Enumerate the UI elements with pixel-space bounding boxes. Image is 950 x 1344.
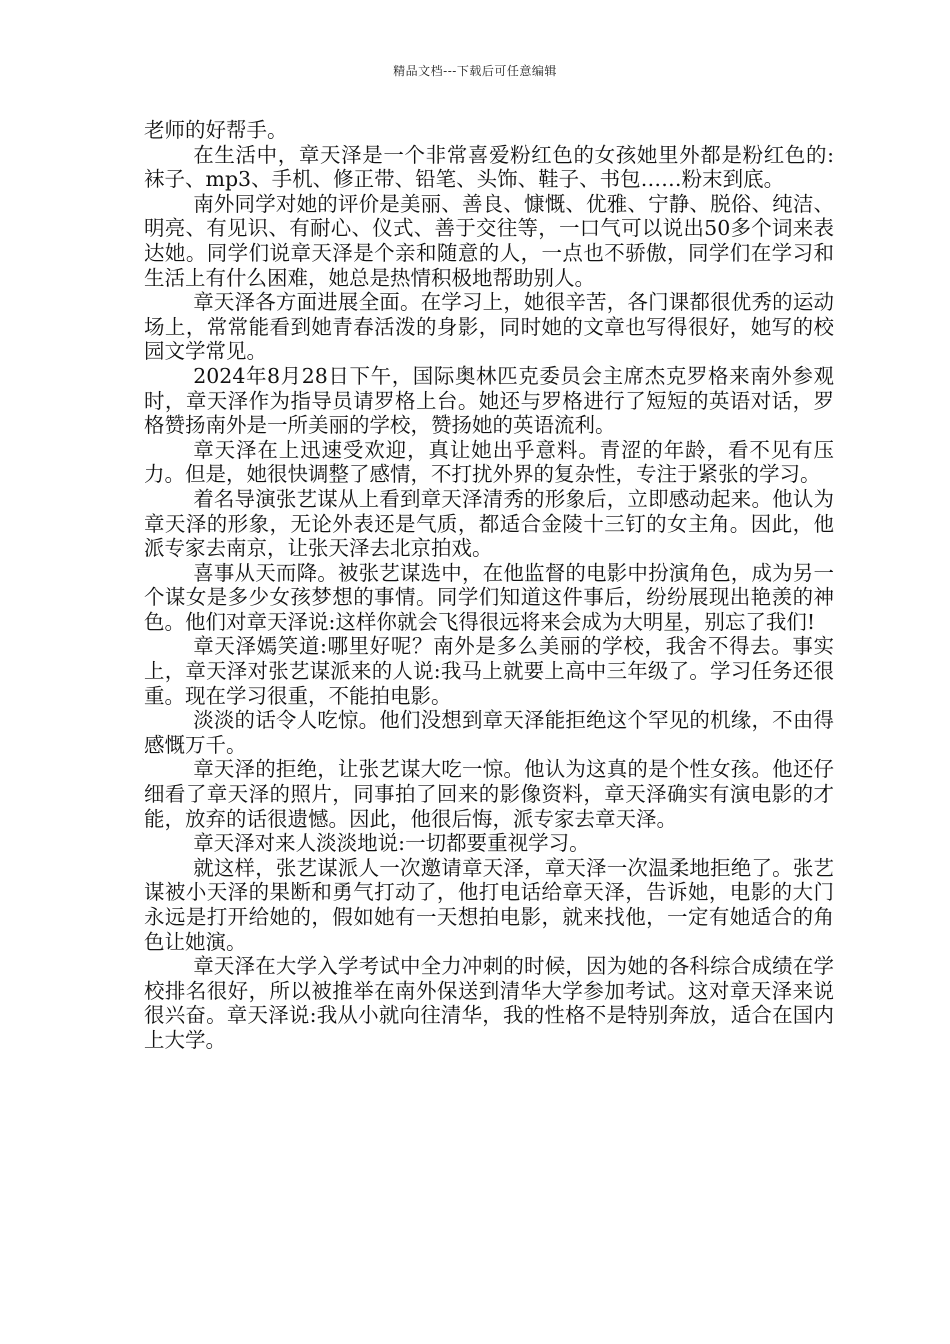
paragraph-12: 章天泽对来人淡淡地说:一切都要重视学习。 bbox=[193, 831, 590, 856]
page-header: 精品文档---下载后可任意编辑 bbox=[393, 64, 557, 78]
paragraph-9: 章天泽嫣笑道:哪里好呢？南外是多么美丽的学校，我舍不得去。事实上，章天泽对张艺谋派来的人说:我马上就要上高中三年级了。学习任务还很重。现在学习很重，不能拍电影。 bbox=[144, 634, 834, 708]
paragraph-10: 淡淡的话令人吃惊。他们没想到章天泽能拒绝这个罕见的机缘，不由得感慨万千。 bbox=[144, 708, 834, 757]
paragraph-4: 章天泽各方面进展全面。在学习上，她很辛苦，各门课都很优秀的运动场上，常常能看到她青春活泼的身影，同时她的文章也写得很好，她写的校园文学常见。 bbox=[144, 290, 834, 364]
paragraph-8: 喜事从天而降。被张艺谋选中，在他监督的电影中扮演角色，成为另一个谋女是多少女孩梦想的事情。同学们知道这件事后，纷纷展现出艳羡的神色。他们对章天泽说:这样你就会飞得很远将来会成为大明星，别忘了我们! bbox=[144, 560, 834, 634]
paragraph-14: 章天泽在大学入学考试中全力冲刺的时候，因为她的各科综合成绩在学校排名很好，所以被推举在南外保送到清华大学参加考试。这对章天泽来说很兴奋。章天泽说:我从小就向往清华，我的性格不是特别奔放，适合在国内上大学。 bbox=[144, 954, 834, 1052]
paragraph-5: 2024年8月28日下午，国际奥林匹克委员会主席杰克罗格来南外参观时，章天泽作为指导员请罗格上台。她还与罗格进行了短短的英语对话，罗格赞扬南外是一所美丽的学校，赞扬她的英语流利。 bbox=[144, 363, 834, 438]
document-body bbox=[144, 118, 834, 1053]
paragraph-6: 章天泽在上迅速受欢迎，真让她出乎意料。青涩的年龄，看不见有压力。但是，她很快调整了感情，不打扰外界的复杂性，专注于紧张的学习。 bbox=[144, 437, 834, 487]
paragraph-13: 就这样，张艺谋派人一次邀请章天泽，章天泽一次温柔地拒绝了。张艺谋被小天泽的果断和勇气打动了，他打电话给章天泽，告诉她，电影的大门永远是打开给她的，假如她有一天想拍电影，就来找他，一定有她适合的角色让她演。 bbox=[144, 855, 834, 954]
paragraph-1: 老师的好帮手。 bbox=[144, 118, 288, 142]
paragraph-3: 南外同学对她的评价是美丽、善良、慷慨、优雅、宁静、脱俗、纯洁、明亮、有见识、有耐心、仪式、善于交往等，一口气可以说出50多个词来表达她。同学们说章天泽是个亲和随意的人，一点也不骄傲，同学们在学习和生活上有什么困难，她总是热情积极地帮助别人。 bbox=[144, 191, 834, 290]
paragraph-11: 章天泽的拒绝，让张艺谋大吃一惊。他认为这真的是个性女孩。他还仔细看了章天泽的照片，同事拍了回来的影像资料，章天泽确实有演电影的才能，放弃的话很遗憾。因此，他很后悔，派专家去章天泽。 bbox=[144, 757, 834, 831]
paragraph-7: 着名导演张艺谋从上看到章天泽清秀的形象后，立即感动起来。他认为章天泽的形象，无论外表还是气质，都适合金陵十三钉的女主角。因此，他派专家去南京，让张天泽去北京拍戏。 bbox=[144, 486, 834, 561]
paragraph-2: 在生活中，章天泽是一个非常喜爱粉红色的女孩她里外都是粉红色的:袜子、mp3、手机、修正带、铅笔、头饰、鞋子、书包……粉末到底。 bbox=[144, 142, 834, 192]
